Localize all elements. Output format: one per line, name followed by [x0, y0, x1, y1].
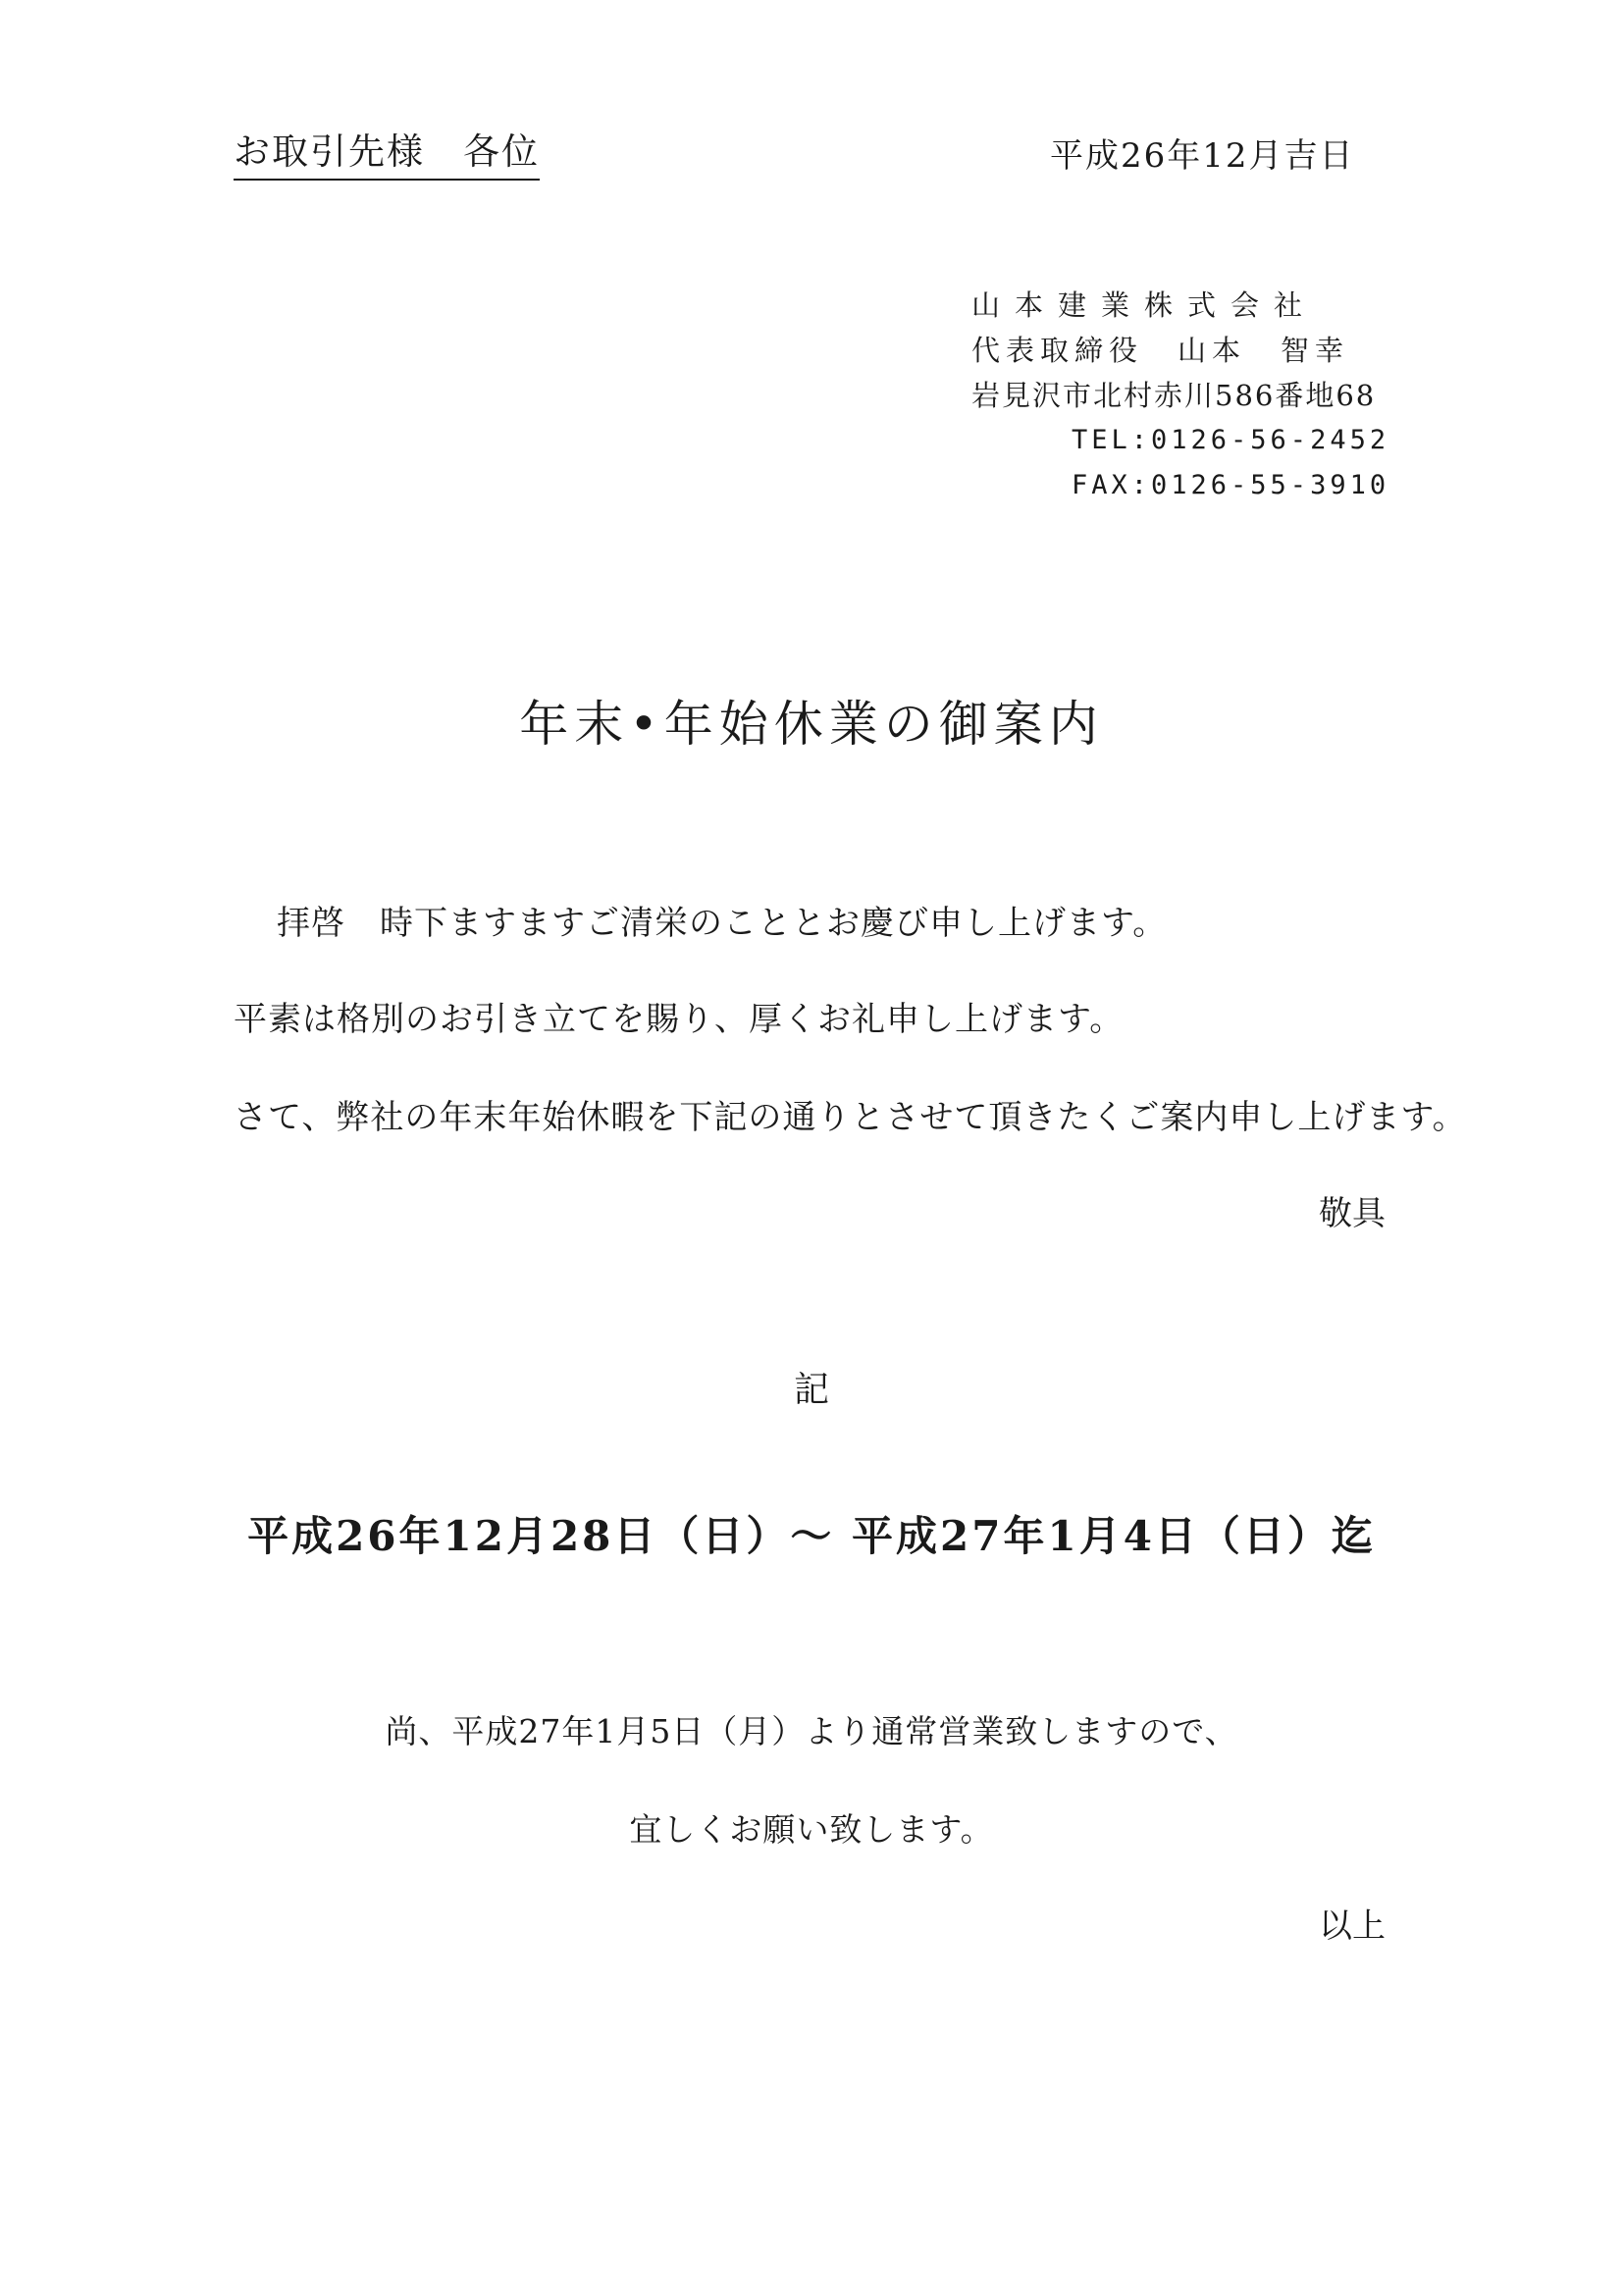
thanks-paragraph: 平素は格別のお引き立てを賜り、厚くお礼申し上げます。 — [234, 1000, 1125, 1039]
closing-word: 敬具 — [1319, 1194, 1386, 1233]
sender-address: 岩見沢市北村赤川586番地68 — [971, 379, 1377, 412]
record-heading: 記 — [793, 1370, 829, 1410]
sender-representative: 代表取締役 山本 智幸 — [971, 334, 1350, 367]
document-title: 年末•年始休業の御案内 — [519, 696, 1104, 753]
sender-tel: TEL:0126-56-2452 — [1072, 425, 1390, 455]
sender-fax: FAX:0126-55-3910 — [1072, 470, 1390, 500]
letter-date: 平成26年12月吉日 — [1050, 136, 1355, 176]
end-mark: 以上 — [1319, 1906, 1386, 1946]
sender-company: 山本建業株式会社 — [971, 288, 1318, 322]
announcement-paragraph: さて、弊社の年末年始休暇を下記の通りとさせて頂きたくご案内申し上げます。 — [234, 1098, 1467, 1137]
holiday-period: 平成26年12月28日（日）～ 平成27年1月4日（日）迄 — [247, 1512, 1376, 1560]
recipient: お取引先様 各位 — [234, 130, 540, 181]
resume-notice-line1: 尚、平成27年1月5日（月）より通常営業致しますので、 — [385, 1712, 1238, 1750]
greeting-paragraph: 拝啓 時下ますますご清栄のこととお慶び申し上げます。 — [277, 904, 1168, 943]
resume-notice-line2: 宜しくお願い致します。 — [629, 1810, 994, 1849]
sender-block — [971, 283, 1389, 508]
